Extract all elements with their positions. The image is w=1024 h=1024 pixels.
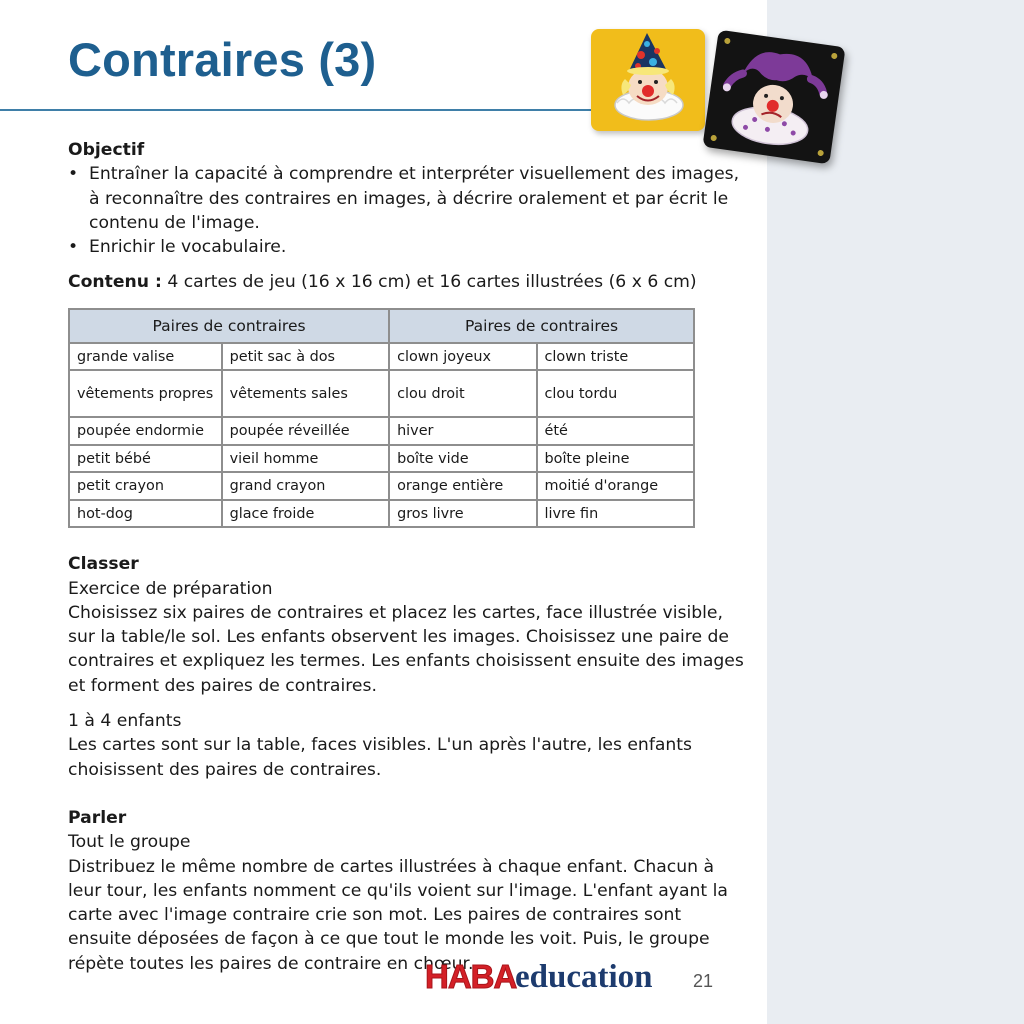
objective-bullet: • Entraîner la capacité à comprendre et interpréter visuellement des images, à reconnaître des contraires en images, à décrire oralement et par écrit le contenu de l'image. xyxy=(68,162,748,235)
page-number: 21 xyxy=(693,971,714,991)
table-cell: boîte vide xyxy=(389,445,536,473)
table-cell: vieil homme xyxy=(222,445,389,473)
contents-line xyxy=(68,270,748,294)
contents-label: Contenu : xyxy=(68,272,162,293)
table-row xyxy=(69,343,694,371)
table-cell: hot-dog xyxy=(69,500,222,528)
happy-clown-illustration xyxy=(591,29,705,131)
table-cell: grande valise xyxy=(69,343,222,371)
happy-clown-card-image xyxy=(591,29,705,131)
page-body xyxy=(68,138,748,976)
table-row xyxy=(69,370,694,417)
table-header: Paires de contraires xyxy=(69,309,389,343)
opposites-table xyxy=(68,308,695,529)
table-cell: glace froide xyxy=(222,500,389,528)
page-title: Contraires (3) xyxy=(68,33,377,86)
table-row xyxy=(69,472,694,500)
table-cell: été xyxy=(537,417,695,445)
classer-subheading: 1 à 4 enfants xyxy=(68,711,182,732)
table-row xyxy=(69,500,694,528)
table-cell: grand crayon xyxy=(222,472,389,500)
parler-paragraph: Distribuez le même nombre de cartes illustrées à chaque enfant. Chacun à leur tour, les enfants nomment ce qu'ils voient sur l'image. L'enfant ayant la carte avec l'image contraire crie son mot. Les paires de contraires sont ensuite déposées de façon à ce que tout le monde les voit. Puis, le groupe répète toutes les paires de contraire en chœur. xyxy=(68,856,728,974)
classer-heading: Classer xyxy=(68,554,139,575)
contents-text: 4 cartes de jeu (16 x 16 cm) et 16 cartes illustrées (6 x 6 cm) xyxy=(161,272,697,293)
logo-suffix: education xyxy=(515,959,653,995)
parler-subheading: Tout le groupe xyxy=(68,832,191,853)
table-cell: poupée réveillée xyxy=(222,417,389,445)
table-cell: clown joyeux xyxy=(389,343,536,371)
table-cell: vêtements propres xyxy=(69,370,222,417)
table-cell: boîte pleine xyxy=(537,445,695,473)
table-cell: hiver xyxy=(389,417,536,445)
classer-subheading: Exercice de préparation xyxy=(68,578,273,599)
objective-heading: Objectif xyxy=(68,140,145,160)
table-cell: petit sac à dos xyxy=(222,343,389,371)
table-cell: petit bébé xyxy=(69,445,222,473)
table-cell: clou droit xyxy=(389,370,536,417)
table-cell: livre fin xyxy=(537,500,695,528)
table-row xyxy=(69,445,694,473)
table-cell: moitié d'orange xyxy=(537,472,695,500)
table-cell: orange entière xyxy=(389,472,536,500)
table-cell: poupée endormie xyxy=(69,417,222,445)
table-cell: gros livre xyxy=(389,500,536,528)
classer-paragraph: Choisissez six paires de contraires et placez les cartes, face illustrée visible, sur la table/le sol. Les enfants observent les images. Choisissez une paire de contraires et expliquez les termes. Les enfants choisissent ensuite des images et forment des paires de contraires. xyxy=(68,602,744,696)
table-cell: clou tordu xyxy=(537,370,695,417)
table-row xyxy=(69,417,694,445)
logo-brand: HABA xyxy=(425,958,517,995)
table-cell: vêtements sales xyxy=(222,370,389,417)
classer-paragraph: Les cartes sont sur la table, faces visibles. L'un après l'autre, les enfants choisissent des paires de contraires. xyxy=(68,735,692,780)
table-header: Paires de contraires xyxy=(389,309,694,343)
parler-heading: Parler xyxy=(68,807,127,828)
table-cell: clown triste xyxy=(537,343,695,371)
objective-bullet: • Enrichir le vocabulaire. xyxy=(68,235,748,259)
table-cell: petit crayon xyxy=(69,472,222,500)
title-divider xyxy=(0,109,600,111)
table-header-row xyxy=(69,309,694,343)
